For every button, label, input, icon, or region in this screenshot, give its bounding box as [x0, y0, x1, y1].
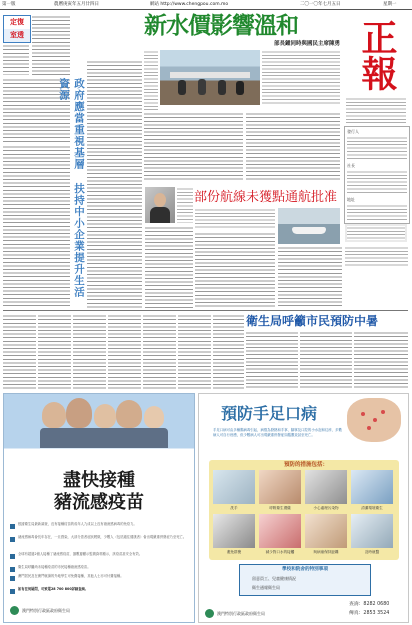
lower-body-text: [178, 314, 211, 389]
main-body-text: [262, 50, 340, 105]
flu-ad-bullet: 根據衛生局最新調查，沒有接種疫苗的成年人九成以上沒有豬流感病毒的免疫力。: [18, 522, 137, 526]
portrait-photo: [145, 187, 175, 223]
main-photo: [160, 50, 260, 105]
hfmd-hotline: 查詢：8282 0680: [349, 602, 390, 607]
hfmd-fax: 傳真：2853 3524: [349, 611, 390, 616]
handwash-photo: [213, 470, 255, 504]
health-bureau-logo-icon: [205, 609, 214, 618]
lower-body-text: [73, 314, 106, 389]
family-photo: [66, 398, 92, 428]
hfmd-method-label: 小心處理污染物: [313, 506, 339, 510]
hfmd-method-label: 呼吸衛生禮儀: [269, 506, 291, 510]
site-url[interactable]: 網站 http://www.chengpou.com.mo: [150, 2, 229, 7]
weekday: 星期一: [383, 2, 397, 7]
hfmd-title: 預防手足口病: [221, 404, 318, 423]
main-body-text: [246, 112, 340, 182]
lunar-date: 農曆庚寅年五月廿四日: [54, 2, 99, 7]
main-headline: 新水價影響溫和: [144, 13, 298, 39]
masthead-notice: [345, 224, 407, 242]
lower-body-text: [3, 314, 36, 389]
hfmd-method-label: 及時就醫: [364, 550, 380, 554]
date: 二〇一〇年七月五日: [300, 2, 341, 7]
hfmd-method-label: 清潔環境衛生: [361, 506, 383, 510]
hfmd-method-label: 洗手: [230, 506, 238, 510]
school-notice-box: [239, 564, 371, 596]
health-headline: 衛生局呼籲市民預防中暑: [246, 314, 379, 328]
column-tag: [3, 15, 31, 43]
left-body-text: [3, 44, 29, 75]
second-headline: 部份航線未獲點通航批准: [194, 190, 338, 205]
editor-label: 社長: [347, 163, 355, 168]
doctor-photo: [351, 514, 393, 548]
main-body-text: [144, 112, 243, 182]
school-notice-title: 學校和院舍的特別事項: [282, 567, 328, 572]
left-body-text: [87, 60, 142, 308]
column-tag-bottom: 室透: [4, 29, 30, 42]
toys-photo: [259, 514, 301, 548]
flu-ad-title-line1: 盡快接種: [63, 470, 135, 491]
publisher-label: 發行人: [347, 129, 359, 134]
second-body-text: [195, 232, 275, 308]
cough-photo: [259, 470, 301, 504]
flu-ad-agency: 澳門特別行政區政府衛生局: [22, 608, 70, 613]
health-body-text: [354, 331, 408, 389]
divider: [3, 310, 408, 311]
lower-body-text: [143, 314, 176, 389]
cleaning-photo: [305, 470, 347, 504]
flu-ad-bullet: 澳門居民及在澳門就讀的外地學生可免費接種，其他人士亦可付費接種。: [18, 574, 124, 578]
family-photo: [40, 428, 168, 448]
hfmd-method-label: 與病童保持距離: [313, 550, 339, 554]
flu-ad-title-line2: 豬流感疫苗: [54, 492, 144, 513]
lower-body-text: [38, 314, 71, 389]
hfmd-agency: 澳門特別行政區政府衛生局: [217, 611, 265, 616]
hand-illustration: [347, 398, 401, 442]
sick-child-photo: [305, 514, 347, 548]
second-body-text: [195, 208, 275, 230]
flu-ad-bullet: 豬流感病毒會長年存在，一旦感染，大部分患者症狀輕微，少數人（包括過往健康者）會出現嚴重併發症乃至死亡。: [18, 535, 187, 539]
brief-text: [345, 246, 408, 266]
hfmd-method-label: 減少對口水的接觸: [265, 550, 295, 554]
flu-vaccine-ad: [3, 393, 195, 623]
hfmd-methods-title: 預防的措施包括：: [283, 462, 328, 468]
page-number: 第一版: [2, 2, 16, 7]
hfmd-intro: 手足口病可由多種腸病毒引起，病徵為發熱和手掌、腳掌及口腔的小水泡和紅疹，多數病人可自行痊癒，但少數病人可出現嚴重併發症如腦膜炎甚至死亡。: [213, 428, 342, 437]
family-photo: [94, 404, 116, 428]
hfmd-method-label: 避免群聚: [226, 550, 242, 554]
health-bureau-logo-icon: [10, 606, 19, 615]
family-photo: [144, 406, 164, 428]
masthead-info: [346, 97, 406, 123]
column-tag-top: 定復: [10, 18, 24, 26]
page-header: [0, 0, 412, 10]
family-photo: [116, 400, 142, 428]
left-body-text: [32, 15, 70, 75]
avoid-crowd-photo: [213, 514, 255, 548]
lower-body-text: [108, 314, 141, 389]
masthead-title: 正報: [356, 19, 397, 91]
address-label: 地址: [347, 197, 355, 202]
second-body-text: [145, 226, 193, 308]
flu-ad-bullet: 如有任何疑問，可致電28 700 800詳細查詢。: [18, 587, 89, 591]
lower-body-text: [213, 314, 244, 389]
main-body-text: [144, 50, 158, 110]
left-column-headline: 政府應當重視基層 扶持中小企業提升生活資源: [58, 78, 85, 298]
hfmd-ad: [198, 393, 409, 623]
ferry-photo: [278, 208, 340, 244]
left-body-text: [3, 145, 70, 308]
environment-photo: [351, 470, 393, 504]
second-body-text: [278, 246, 342, 308]
health-body-text: [300, 331, 352, 389]
second-body-text: [177, 187, 193, 223]
masthead-staff-box: [344, 126, 410, 224]
school-notice-item: 衛生通報衛生局: [252, 585, 280, 590]
flu-ad-bullet: 全球有超過2億人接種了豬流感疫苗，據數據顯示監測資料顯示，該疫苗甚安全有效。: [18, 552, 143, 556]
flu-ad-bullet: 衛生局呼籲尚未接種疫苗的市民接種豬流感疫苗。: [18, 565, 91, 569]
main-subheadline: 部長鍾同時與國民主席陳勇: [273, 41, 340, 47]
school-notice-item: 留意員工、兒童健康情況: [252, 576, 296, 581]
health-body-text: [246, 331, 298, 389]
family-photo: [42, 402, 66, 428]
